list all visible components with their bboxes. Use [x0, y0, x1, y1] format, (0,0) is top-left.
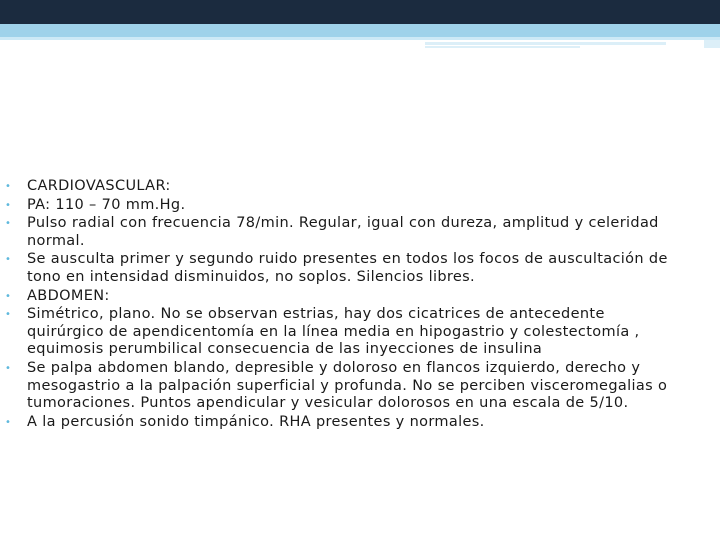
bullet-icon: • [5, 309, 12, 321]
bullet-text: Pulso radial con frecuencia 78/min. Regular, igual con dureza, amplitud y celeridad normal. [27, 215, 659, 249]
bullet-abdomen-percussion [5, 414, 685, 432]
bullet-text: Simétrico, plano. No se observan estrias, hay dos cicatrices de antecedente quirúrgico de apendicentomía en la línea media en hipogastrio y colestectomía , equimosis perumbilical consecuencia de las inyecciones de insulina [27, 306, 640, 358]
decorative-line [425, 46, 580, 48]
decorative-block [704, 40, 720, 48]
bullet-text: Se palpa abdomen blando, depresible y doloroso en flancos izquierdo, derecho y mesogastrio a la palpación superficial y profunda. No se perciben visceromegalias o tumoraciones. Puntos apendicular y vesicular dolorosos en una escala de 5/10. [27, 359, 668, 412]
bullet-text: PA: 110 – 70 mm.Hg. [27, 196, 186, 213]
bullet-icon: • [5, 218, 12, 230]
bullet-abdomen-inspection [5, 306, 685, 359]
bullet-abdomen-heading [5, 288, 685, 306]
bullet-icon: • [5, 254, 12, 266]
bullet-text: A la percusión sonido timpánico. RHA presentes y normales. [27, 413, 485, 430]
bullet-text: CARDIOVASCULAR: [27, 178, 171, 194]
bullet-abdomen-palpation [5, 360, 685, 413]
bullet-blood-pressure [5, 197, 685, 215]
bullet-icon: • [5, 362, 12, 374]
title-bar-accent [0, 24, 720, 37]
bullet-icon: • [5, 290, 12, 302]
content-bullet-list [5, 178, 685, 432]
bullet-text: Se ausculta primer y segundo ruido presentes en todos los focos de auscultación de tono en intensidad disminuidos, no soplos. Silencios libres. [27, 251, 668, 285]
bullet-text: ABDOMEN: [27, 287, 110, 304]
decorative-line [425, 42, 666, 45]
bullet-icon: • [5, 416, 12, 428]
bullet-radial-pulse [5, 215, 685, 250]
bullet-icon: • [5, 181, 12, 192]
bullet-icon: • [5, 199, 12, 211]
bullet-heart-sounds [5, 251, 685, 286]
title-bar-line [0, 37, 720, 40]
title-bar-dark [0, 0, 720, 24]
bullet-cardiovascular-heading [5, 178, 685, 196]
